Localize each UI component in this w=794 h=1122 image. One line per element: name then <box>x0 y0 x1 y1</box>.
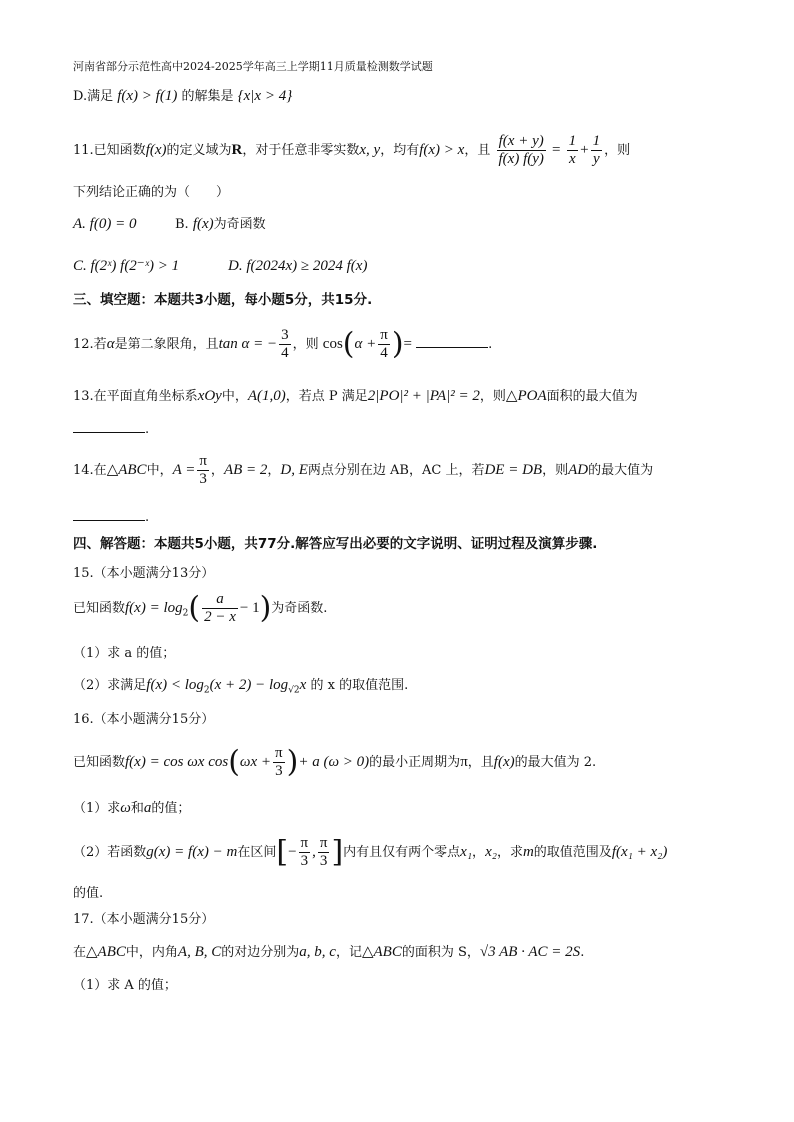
q14: 14.在△ABC中，A = $\frac{\pi}{3}$ ，AB = 2，D, E两点分别在边 AB，AC 上，若DE = DB，则AD的最大值为 <box>73 453 654 487</box>
q11-option-c: C. f(2ˣ) f(2⁻ˣ) > 1 <box>73 258 180 274</box>
q12-answer-blank <box>416 335 488 348</box>
section-3-title: 三、填空题：本题共3小题，每小题5分，共15分. <box>73 292 373 308</box>
q17-part1: （1）求 A 的值； <box>73 978 177 993</box>
q15-part1: （1）求 a 的值； <box>73 646 176 661</box>
q11-option-d: D. f(2024x) ≥ 2024 f(x) <box>228 258 368 274</box>
q14-answer-line: . <box>73 508 149 526</box>
q16-heading: 16.（本小题满分15分） <box>73 712 215 727</box>
q17-heading: 17.（本小题满分15分） <box>73 912 215 927</box>
q11-fraction: $\frac{f(x + y)}{f(x) f(y)}$ <box>498 133 544 167</box>
q13-answer-line: . <box>73 420 149 438</box>
q15-part2: （2）求满足$f(x) < \log_2(x + 2) - \log_{√2}x$ 的 x 的取值范围. <box>73 677 409 696</box>
q10-option-d: D.满足 f(x) > f(1) 的解集是 {x|x > 4} <box>73 88 293 104</box>
exam-header: 河南省部分示范性高中2024-2025学年高三上学期11月质量检测数学试题 <box>73 60 433 73</box>
q13: 13.在平面直角坐标系xOy中，A(1,0)，若点 P 满足2|PO|² + |PA|² = 2，则△POA面积的最大值为 <box>73 388 638 404</box>
q17-stem: 在△ABC中，内角A, B, C的对边分别为a, b, c，记△ABC的面积为 S，√3 AB · AC = 2S. <box>73 944 585 960</box>
section-4-title: 四、解答题：本题共5小题，共77分.解答应写出必要的文字说明、证明过程及演算步骤. <box>73 536 598 552</box>
q15-heading: 15.（本小题满分13分） <box>73 566 215 581</box>
q15-stem: 已知函数$f(x) = \log_2$( $\frac{a}{2 - x}$ − 1)为奇函数. <box>73 590 328 626</box>
q16-part1: （1）求ω和a的值； <box>73 800 191 816</box>
q11-stem-line2: 下列结论正确的为（ ） <box>73 185 230 200</box>
q13-answer-blank <box>73 420 145 433</box>
q11-option-a: A. f(0) = 0 <box>73 216 137 232</box>
q16-stem: 已知函数f(x) = cos ωx cos(ωx + $\frac{\pi}{3}$ )+ a (ω > 0)的最小正周期为π，且f(x)的最大值为 2. <box>73 744 597 780</box>
q14-answer-blank <box>73 508 145 521</box>
q16-part2-cont: 的值. <box>73 886 104 901</box>
q11-option-b: B. f(x)为奇函数 <box>175 216 266 232</box>
q12: 12.若α是第二象限角，且tan α = − $\frac{3}{4}$ ，则 cos(α + $\frac{\pi}{4}$ )= . <box>73 326 493 362</box>
q11-stem: 11.已知函数f(x)的定义域为R，对于任意非零实数x, y，均有f(x) > x，且 $\frac{f(x + y)}{f(x) f(y)}$ = $\frac{1}{x}$ + $\frac{1}{y}$ ，则 <box>73 133 631 167</box>
q16-part2: （2）若函数g(x) = f(x) − m在区间[− $\frac{\pi}{3}$ , $\frac{\pi}{3}$ ]内有且仅有两个零点x₁，x₂，求m的取值范围及f(x₁ + x₂) <box>73 834 668 870</box>
